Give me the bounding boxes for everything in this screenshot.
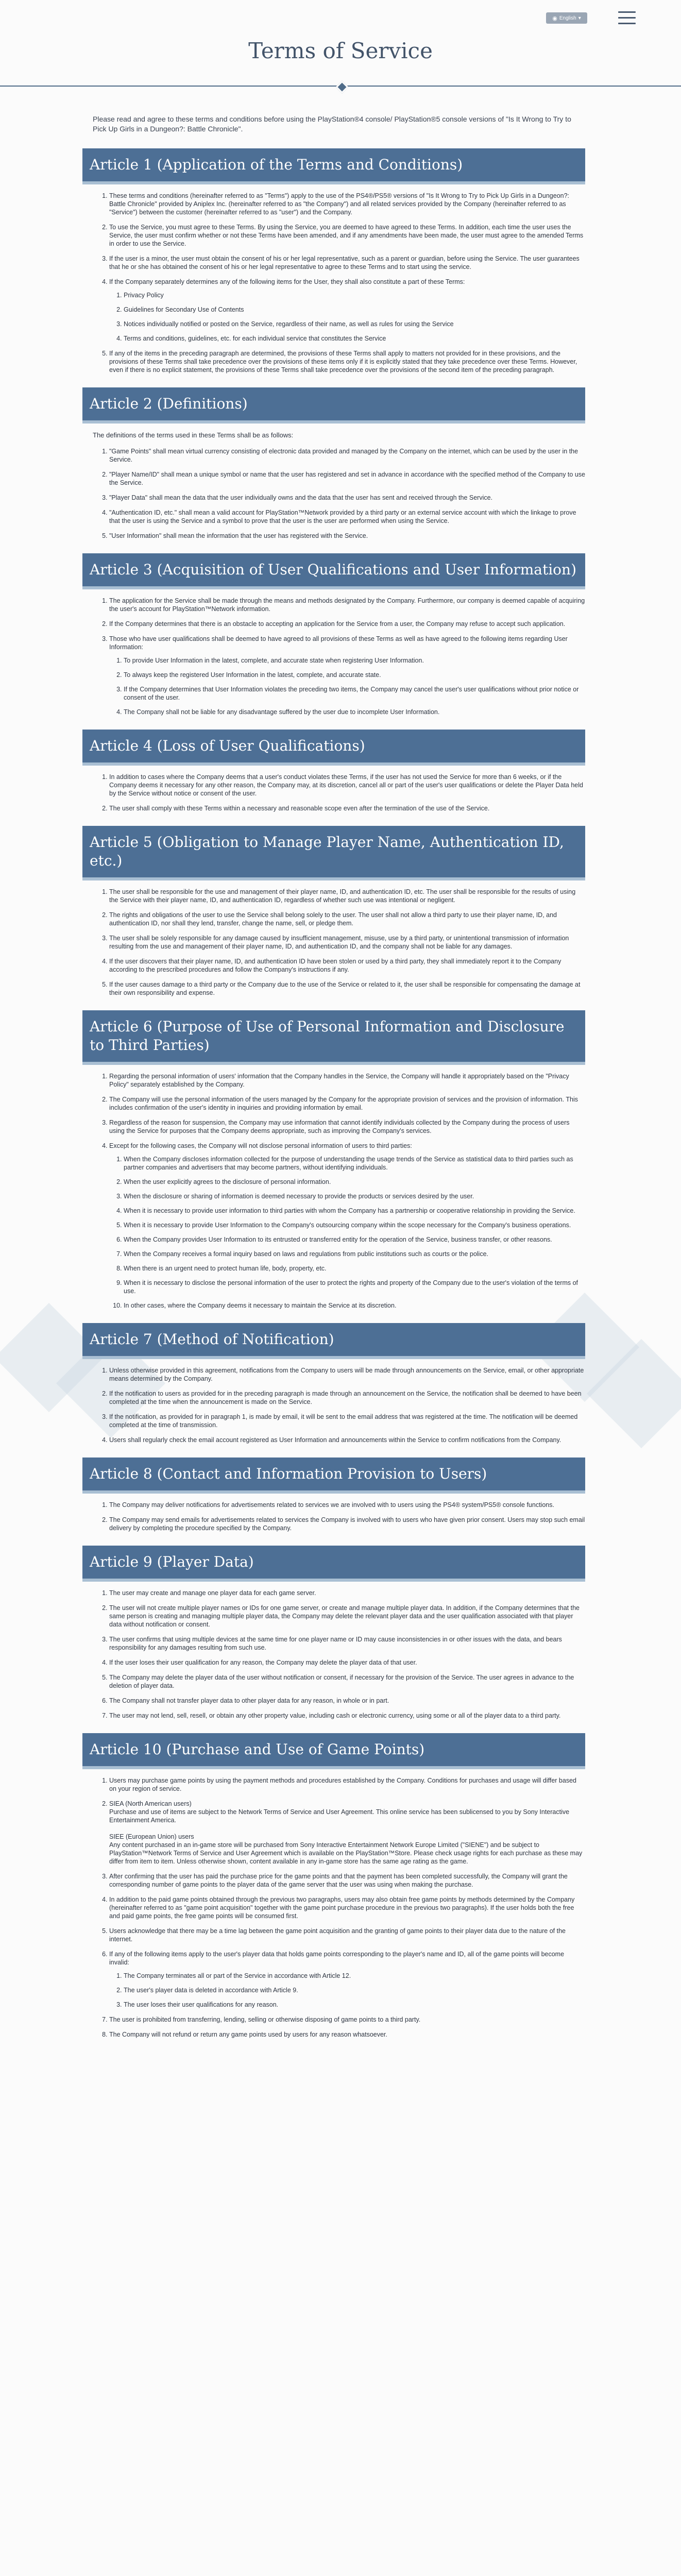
article-item-text: Regarding the personal information of users' information that the Company handles in the Service, the Company will handle it appropriately based on the "Privacy Policy" separately established by the Company. bbox=[109, 1073, 569, 1088]
article-item-text: The Company will use the personal information of the users managed by the Company for the appropriate provision of services and the provision of information. This includes confirmation of the user's identity in inquiries and providing information by email. bbox=[109, 1096, 578, 1111]
sub-items bbox=[109, 291, 585, 343]
sub-item: 2. Guidelines for Secondary Use of Contents bbox=[124, 306, 585, 314]
article-item bbox=[109, 773, 585, 798]
sub-items bbox=[109, 1972, 585, 2009]
globe-icon: ◉ bbox=[552, 15, 557, 22]
article-item-text: If the Company separately determines any of the following items for the User, they shall also constitute a part of these Terms: bbox=[109, 278, 465, 285]
sub-item: 2. The user's player data is deleted in accordance with Article 9. bbox=[124, 1986, 585, 1994]
article-item bbox=[109, 1516, 585, 1532]
intro-text: Please read and agree to these terms and conditions before using the PlayStation®4 console/ PlayStation®5 console versions of "Is It Wrong to Try to Pick Up Girls in a Dungeon?: Battle Chronicle". bbox=[93, 115, 571, 133]
article-items bbox=[82, 1776, 585, 2039]
article-item bbox=[109, 1142, 585, 1310]
article-item bbox=[109, 470, 585, 487]
article-item bbox=[109, 1501, 585, 1509]
article-item-text: If the Company determines that there is an obstacle to accepting an application for the Service from a user, the Company may refuse to accept such application. bbox=[109, 620, 566, 628]
article-heading: Article 8 (Contact and Information Provision to Users) bbox=[82, 1458, 585, 1490]
article-item bbox=[109, 1872, 585, 1889]
article-heading: Article 6 (Purpose of Use of Personal Information and Disclosure to Third Parties) bbox=[82, 1010, 585, 1062]
articles-list bbox=[82, 148, 585, 2039]
article-items bbox=[82, 447, 585, 540]
article-item bbox=[109, 1776, 585, 1793]
article-section bbox=[82, 387, 585, 540]
sub-item: 7. When the Company receives a formal inquiry based on laws and regulations from public institutions such as courts or the police. bbox=[124, 1250, 585, 1258]
article-item-text: The Company may send emails for advertisements related to services the Company is involved with to users who have given prior consent. Users may stop such email delivery by completing the procedure specified by the Company. bbox=[109, 1516, 585, 1532]
article-item bbox=[109, 888, 585, 904]
article-item-text: The Company will not refund or return any game points used by users for any reason whatsoever. bbox=[109, 2031, 387, 2038]
sub-item: 1. To provide User Information in the latest, complete, and accurate state when registering User Information. bbox=[124, 656, 585, 665]
article-item-text: The user shall comply with these Terms within a necessary and reasonable scope even after the termination of the use of the Service. bbox=[109, 805, 490, 812]
article-item-text: If the user causes damage to a third party or the Company due to the use of the Service or related to it, the user shall be responsible for compensating the damage at their own responsibility and expense. bbox=[109, 981, 581, 996]
article-item-text: If any of the items in the preceding paragraph are determined, the provisions of these Terms shall apply to matters not provided for in these provisions, and the provisions of these Terms shall take precedence over the provisions of these items only if it is explicitly stated that they take precedence over these Terms. However, even if there is no explicit statement, the provisions of these Terms shall take precedence over the provisions of the second item of the preceding paragraph. bbox=[109, 350, 577, 374]
sub-item: 1. When the Company discloses information collected for the purpose of understanding the usage trends of the Service as statistical data to third parties such as partner companies and advertisers that may become partners, without identifying individuals. bbox=[124, 1155, 585, 1172]
article-heading: Article 5 (Obligation to Manage Player Name, Authentication ID, etc.) bbox=[82, 826, 585, 877]
chevron-down-icon: ▾ bbox=[578, 15, 581, 21]
article-item bbox=[109, 1413, 585, 1429]
article-item bbox=[109, 494, 585, 502]
article-section bbox=[82, 1010, 585, 1310]
sub-item: 3. When the disclosure or sharing of information is deemed necessary to provide the products or services desired by the user. bbox=[124, 1192, 585, 1200]
article-item bbox=[109, 1800, 585, 1866]
article-item bbox=[109, 1095, 585, 1112]
article-section bbox=[82, 553, 585, 716]
article-item bbox=[109, 1895, 585, 1920]
sub-items bbox=[109, 656, 585, 716]
article-item bbox=[109, 1366, 585, 1383]
article-item-text: "Authentication ID, etc." shall mean a valid account for PlayStation™Network provided by a third party or an external service account with which the linkage to prove that the user is using the Service and a symbol to prove that the user is the user are performed when using the Service. bbox=[109, 509, 576, 524]
article-items bbox=[82, 773, 585, 812]
article-item bbox=[109, 349, 585, 374]
sub-item: 1. Privacy Policy bbox=[124, 291, 585, 299]
article-item bbox=[109, 1697, 585, 1705]
article-item-text: "Game Points" shall mean virtual currency consisting of electronic data provided and managed by the Company on the internet, which can be used by the user in the Service. bbox=[109, 448, 578, 463]
article-item bbox=[109, 957, 585, 974]
article-items bbox=[82, 192, 585, 374]
article-section bbox=[82, 1458, 585, 1532]
article-item bbox=[109, 532, 585, 540]
article-item bbox=[109, 1604, 585, 1629]
article-item bbox=[109, 911, 585, 927]
article-item-text: If the user is a minor, the user must obtain the consent of his or her legal representative, such as a parent or guardian, before using the Service. The user guarantees that he or she has obtained the consent of his or her legal representative to agree to these Terms and to start using the service. bbox=[109, 255, 580, 270]
sub-item: 1. The Company terminates all or part of the Service in accordance with Article 12. bbox=[124, 1972, 585, 1980]
article-item-text: Those who have user qualifications shall be deemed to have agreed to all provisions of these Terms as well as have agreed to the following items regarding User Information: bbox=[109, 635, 568, 651]
article-item-text: "Player Data" shall mean the data that the user individually owns and the data that the user has sent and received through the Service. bbox=[109, 494, 493, 501]
article-item bbox=[109, 980, 585, 997]
article-items bbox=[82, 1072, 585, 1310]
article-item bbox=[109, 447, 585, 464]
article-item bbox=[109, 1072, 585, 1089]
article-item-text: The Company may delete the player data of the user without notification or consent, if necessary for the provision of the Service. The user agrees in advance to the deletion of player data. bbox=[109, 1674, 574, 1689]
sub-items bbox=[109, 1155, 585, 1310]
article-item bbox=[109, 1711, 585, 1720]
sub-item: 2. To always keep the registered User Information in the latest, complete, and accurate state. bbox=[124, 671, 585, 679]
article-item-text: Except for the following cases, the Company will not disclose personal information of users to third parties: bbox=[109, 1142, 412, 1149]
article-item-text: The user is prohibited from transferring, lending, selling or otherwise disposing of game points to a third party. bbox=[109, 2016, 421, 2023]
article-item-text: Users may purchase game points by using the payment methods and procedures established by the Company. Conditions for purchases and usage will differ based on your region of service. bbox=[109, 1777, 576, 1792]
article-section bbox=[82, 1323, 585, 1444]
hamburger-menu-icon[interactable] bbox=[618, 11, 636, 25]
article-item bbox=[109, 1950, 585, 2009]
article-item bbox=[109, 2015, 585, 2024]
article-item bbox=[109, 2030, 585, 2039]
article-item-text: "User Information" shall mean the information that the user has registered with the Service. bbox=[109, 532, 368, 539]
article-item bbox=[109, 1927, 585, 1943]
article-item bbox=[109, 934, 585, 951]
terms-content bbox=[82, 114, 585, 2052]
article-items bbox=[82, 1501, 585, 1532]
divider-diamond bbox=[335, 80, 348, 93]
sub-item: 3. Notices individually notified or posted on the Service, regardless of their name, as well as rules for using the Service bbox=[124, 320, 585, 328]
article-item-text: SIEA (North American users) Purchase and use of items are subject to the Network Terms of Service and User Agreement. This online service has been sublicensed to you by Sony Interactive Entertainment America. SIEE (European Union) users Any content purchased in an in-game store will be purchased from Sony Interactive Entertainment Network Europe Limited ("SIENE") and be subject to PlayStation™Network Terms of Service and User Agreement which is available on the PlayStation™Store. Please check usage rights for each purchase as these may differ from item to item. Unless otherwise shown, content available in any in-game store has the same age rating as the game. bbox=[109, 1800, 583, 1865]
article-item bbox=[109, 1118, 585, 1135]
article-item-text: The Company may deliver notifications for advertisements related to services we are involved with to users using the PS4® system/PS5® console functions. bbox=[109, 1501, 554, 1509]
sub-item: 4. When it is necessary to provide user information to third parties with whom the Company has a partnership or cooperative relationship in providing the Service. bbox=[124, 1207, 585, 1215]
article-item bbox=[109, 1658, 585, 1667]
sub-item: 3. The user loses their user qualifications for any reason. bbox=[124, 2001, 585, 2009]
article-item bbox=[109, 1673, 585, 1690]
sub-item: 2. When the user explicitly agrees to the disclosure of personal information. bbox=[124, 1178, 585, 1186]
language-selector[interactable] bbox=[546, 12, 587, 24]
article-item bbox=[109, 620, 585, 628]
article-item-text: Users acknowledge that there may be a time lag between the game point acquisition and the granting of game points to their player data due to the nature of the internet. bbox=[109, 1927, 566, 1943]
article-item-text: If the user discovers that their player name, ID, and authentication ID have been stolen or used by a third party, they shall immediately report it to the Company according to the prescribed procedures and follow the Company's instructions if any. bbox=[109, 958, 561, 973]
sub-item: 4. Terms and conditions, guidelines, etc. for each individual service that constitutes the Service bbox=[124, 334, 585, 343]
article-heading: Article 7 (Method of Notification) bbox=[82, 1323, 585, 1356]
article-item-text: To use the Service, you must agree to these Terms. By using the Service, you are deemed to have agreed to these Terms. In addition, each time the user uses the Service, the user must confirm whether or not these Terms have been amended, and if any amendments have been made, the user must agree to the amended Terms in order to use the Service. bbox=[109, 224, 584, 247]
article-item-text: The user shall be responsible for the use and management of their player name, ID, and authentication ID, etc. The user shall be responsible for the results of using the Service with their player name, ID, and authentication ID, regardless of whether such use was intentional or negligent. bbox=[109, 888, 576, 904]
article-item bbox=[109, 635, 585, 716]
article-item-text: The user confirms that using multiple devices at the same time for one player name or ID may cause inconsistencies in or other issues with the data, and bears responsibility for any damages resulting from such use. bbox=[109, 1636, 562, 1651]
article-item bbox=[109, 223, 585, 248]
article-item bbox=[109, 255, 585, 271]
article-item-text: The user shall be solely responsible for any damage caused by insufficient management, misuse, use by a third party, or unintentional transmission of information resulting from the use and management of their player name, ID, and authentication ID, and the company shall not be liable for any damages. bbox=[109, 935, 569, 950]
article-item-text: The user may create and manage one player data for each game server. bbox=[109, 1589, 316, 1597]
article-items bbox=[82, 597, 585, 716]
language-label: English bbox=[559, 15, 576, 21]
article-items bbox=[82, 1366, 585, 1444]
article-item bbox=[109, 1436, 585, 1444]
article-item bbox=[109, 597, 585, 613]
page-header bbox=[0, 0, 681, 98]
article-heading: Article 1 (Application of the Terms and Conditions) bbox=[82, 148, 585, 181]
article-item bbox=[109, 1635, 585, 1652]
article-item bbox=[109, 278, 585, 343]
article-section bbox=[82, 730, 585, 812]
sub-item: 4. The Company shall not be liable for any disadvantage suffered by the user due to incomplete User Information. bbox=[124, 708, 585, 716]
article-items bbox=[82, 888, 585, 997]
article-heading: Article 2 (Definitions) bbox=[82, 387, 585, 420]
article-item-text: The user will not create multiple player names or IDs for one game server, or create and manage multiple player data. In addition, if the Company determines that the same person is creating and managing multiple player data, the Company may delete the relevant player data and the user qualification associated with that player data without notification or consent. bbox=[109, 1604, 580, 1628]
article-item-text: Unless otherwise provided in this agreement, notifications from the Company to users will be made through announcements on the Service, email, or other appropriate means determined by the Company. bbox=[109, 1367, 584, 1382]
article-item-text: "Player Name/ID" shall mean a unique symbol or name that the user has registered and set in advance in accordance with the specified method of the Company to use the Service. bbox=[109, 471, 585, 486]
sub-item: 3. If the Company determines that User Information violates the preceding two items, the Company may cancel the user's user qualifications without prior notice or consent of the user. bbox=[124, 685, 585, 702]
article-item-text: In addition to cases where the Company deems that a user's conduct violates these Terms, if the user has not used the Service for more than 6 weeks, or if the Company deems it necessary for any other reason, the Company may, at its discretion, cancel all or part of the user's user qualifications or delete the Player Data held by the Service without notice or consent of the user. bbox=[109, 773, 583, 797]
article-item-text: Users shall regularly check the email account registered as User Information and announcements within the Service to confirm notifications from the Company. bbox=[109, 1436, 561, 1444]
page-title: Terms of Service bbox=[248, 38, 433, 63]
article-heading: Article 4 (Loss of User Qualifications) bbox=[82, 730, 585, 762]
article-heading: Article 9 (Player Data) bbox=[82, 1546, 585, 1579]
article-item-text: If any of the following items apply to the user's player data that holds game points corresponding to the player's name and ID, all of the game points will become invalid: bbox=[109, 1951, 565, 1966]
article-item bbox=[109, 804, 585, 812]
article-item-text: If the notification, as provided for in paragraph 1, is made by email, it will be sent to the email address that was registered at the time. The notification will be deemed completed at the time of transmission. bbox=[109, 1413, 578, 1429]
article-lead: The definitions of the terms used in these Terms shall be as follows: bbox=[93, 431, 294, 439]
article-section bbox=[82, 826, 585, 997]
article-item bbox=[109, 509, 585, 525]
article-heading: Article 3 (Acquisition of User Qualifications and User Information) bbox=[82, 553, 585, 586]
sub-item: 6. When the Company provides User Information to its entrusted or transferred entity for the operation of the Service, business transfer, or other reasons. bbox=[124, 1235, 585, 1244]
article-section bbox=[82, 1733, 585, 2039]
article-item bbox=[109, 1589, 585, 1597]
sub-item: 9. When it is necessary to disclose the personal information of the user to protect the rights and property of the Company due to the user's violation of the terms of use. bbox=[124, 1279, 585, 1295]
article-item-text: The application for the Service shall be made through the means and methods designated by the Company. Furthermore, our company is deemed capable of acquiring the user's account for PlayStation™Network information. bbox=[109, 597, 585, 613]
article-items bbox=[82, 1589, 585, 1720]
article-item-text: If the notification to users as provided for in the preceding paragraph is made through an announcement on the Service, the notification shall be deemed to have been completed at the time when the announcement is made on the Service. bbox=[109, 1390, 582, 1405]
article-section bbox=[82, 1546, 585, 1720]
article-item-text: These terms and conditions (hereinafter referred to as "Terms") apply to the use of the PS4®/PS5® versions of "Is It Wrong to Try to Pick Up Girls in a Dungeon?: Battle Chronicle" provided by Aniplex Inc. (hereinafter referred to as "the Company") and all related services provided by the Company (hereinafter referred to as "Service") between the customer (hereinafter referred to as "user") and the Company. bbox=[109, 192, 570, 216]
article-item bbox=[109, 192, 585, 216]
article-item-text: After confirming that the user has paid the purchase price for the game points and that the payment has been completed successfully, the Company will grant the corresponding number of game points to the player data of the game server that the user was using when making the purchase. bbox=[109, 1873, 568, 1888]
article-item bbox=[109, 1389, 585, 1406]
article-item-text: Regardless of the reason for suspension, the Company may use information that cannot identify individuals collected by the Company during the process of users using the Service for purposes that the Company deems appropriate, such as improving the Company's services. bbox=[109, 1119, 570, 1134]
sub-item: 10. In other cases, where the Company deems it necessary to maintain the Service at its discretion. bbox=[124, 1301, 585, 1310]
article-item-text: The user may not lend, sell, resell, or obtain any other property value, including cash or electronic currency, using some or all of the player data to a third party. bbox=[109, 1712, 561, 1719]
article-section bbox=[82, 148, 585, 374]
article-item-text: In addition to the paid game points obtained through the previous two paragraphs, users may also obtain free game points by methods determined by the Company (hereinafter referred to as "game point acquisition" together with the game point purchase procedure in the previous two paragraphs). If the user holds both the free and paid game points, the free game points will be consumed first. bbox=[109, 1896, 575, 1920]
article-item-text: If the user loses their user qualification for any reason, the Company may delete the player data of that user. bbox=[109, 1659, 417, 1666]
sub-item: 8. When there is an urgent need to protect human life, body, property, etc. bbox=[124, 1264, 585, 1273]
sub-item: 5. When it is necessary to provide User Information to the Company's outsourcing company within the scope necessary for the Company's business operations. bbox=[124, 1221, 585, 1229]
article-item-text: The rights and obligations of the user to use the Service shall belong solely to the user. The user shall not allow a third party to use their player name, ID, and authentication ID, nor shall they lend, transfer, change the name, sell, or pledge them. bbox=[109, 911, 557, 927]
article-heading: Article 10 (Purchase and Use of Game Points) bbox=[82, 1733, 585, 1766]
article-item-text: The Company shall not transfer player data to other player data for any reason, in whole or in part. bbox=[109, 1697, 389, 1704]
